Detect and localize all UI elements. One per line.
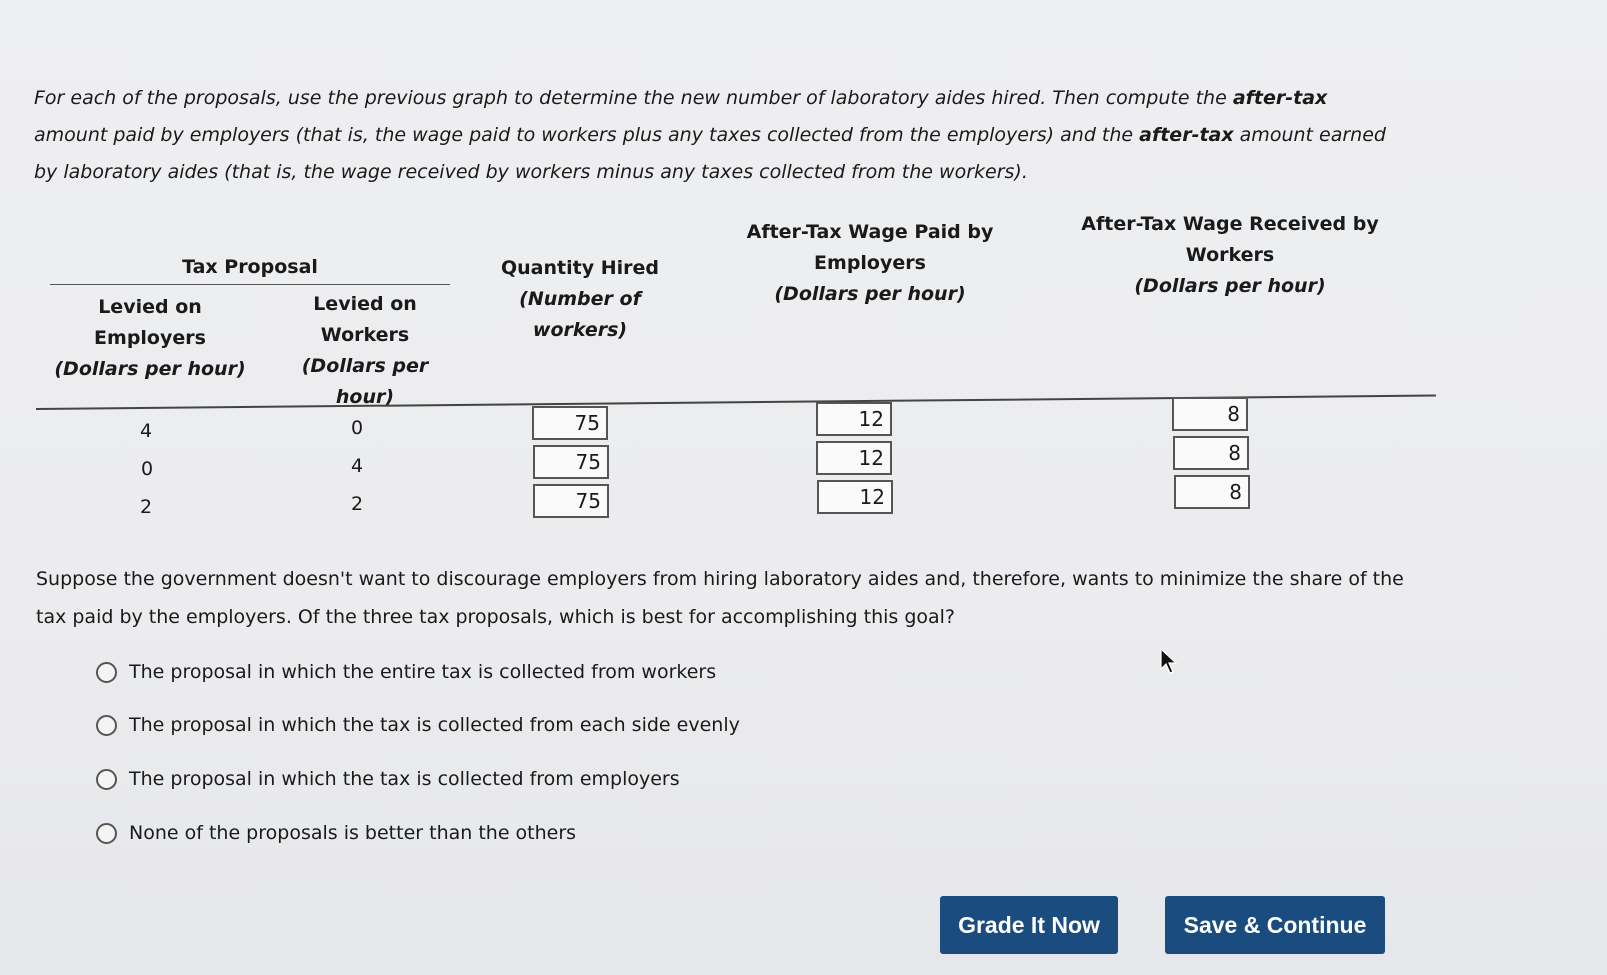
row3-quantity-input[interactable]: 75 — [533, 484, 609, 518]
grade-it-now-button[interactable]: Grade It Now — [940, 896, 1118, 954]
tax-proposal-header: Tax Proposal — [182, 256, 318, 278]
save-and-continue-button[interactable]: Save & Continue — [1165, 896, 1385, 954]
radio-button[interactable] — [96, 715, 117, 736]
row1-wage-paid-input[interactable]: 12 — [816, 402, 892, 436]
row3-employers-tax: 2 — [139, 496, 153, 518]
levied-on-employers-header: Levied on Employers (Dollars per hour) — [54, 296, 246, 380]
row3-wage-received-input[interactable]: 8 — [1174, 475, 1250, 509]
instructions-text-2: amount paid by employers (that is, the wage paid to workers plus any taxes collected from the employers) and the — [34, 124, 1140, 146]
row3-wage-paid-input[interactable]: 12 — [817, 480, 893, 514]
row1-workers-tax: 0 — [350, 417, 364, 439]
row1-employers-tax: 4 — [139, 420, 153, 442]
row1-wage-received-input[interactable]: 8 — [1172, 397, 1248, 431]
row2-wage-paid-input[interactable]: 12 — [816, 441, 892, 475]
option-label: The proposal in which the entire tax is collected from workers — [129, 661, 717, 683]
mouse-cursor-icon — [1160, 648, 1178, 676]
tax-proposal-divider — [50, 284, 450, 285]
radio-button[interactable] — [96, 769, 117, 790]
instructions-text-3: amount earned by laboratory aides (that is, the wage received by workers minus any taxes collected from the workers). — [34, 124, 1386, 183]
radio-button[interactable] — [96, 662, 117, 683]
after-tax-emphasis-1: after-tax — [1232, 87, 1328, 109]
option-workers[interactable] — [96, 661, 716, 683]
option-label: None of the proposals is better than the others — [129, 822, 577, 844]
row1-quantity-input[interactable]: 75 — [532, 406, 608, 440]
quantity-hired-header: Quantity Hired (Number of workers) — [501, 257, 659, 341]
instructions-paragraph — [34, 80, 1404, 191]
radio-button[interactable] — [96, 823, 117, 844]
row2-quantity-input[interactable]: 75 — [533, 445, 609, 479]
option-evenly[interactable] — [96, 714, 740, 736]
row2-workers-tax: 4 — [350, 455, 364, 477]
option-label: The proposal in which the tax is collected from employers — [129, 768, 680, 790]
question-text: Suppose the government doesn't want to discourage employers from hiring laboratory aides and, therefore, wants to minimize the share of the tax paid by the employers. Of the three tax proposals, which is best for accomplishing this goal? — [36, 568, 1404, 628]
levied-on-workers-header: Levied on Workers (Dollars per hour) — [301, 293, 429, 408]
option-none[interactable] — [96, 822, 576, 844]
option-label: The proposal in which the tax is collected from each side evenly — [129, 714, 740, 736]
row2-wage-received-input[interactable]: 8 — [1173, 436, 1249, 470]
wage-received-by-workers-header: After-Tax Wage Received by Workers (Dollars per hour) — [1081, 213, 1379, 297]
instructions-text-1: For each of the proposals, use the previous graph to determine the new number of laboratory aides hired. Then compute the — [34, 87, 1233, 109]
option-employers[interactable] — [96, 768, 680, 790]
after-tax-emphasis-2: after-tax — [1139, 124, 1234, 146]
row3-workers-tax: 2 — [350, 493, 364, 515]
row2-employers-tax: 0 — [140, 458, 154, 480]
wage-paid-by-employers-header: After-Tax Wage Paid by Employers (Dollars per hour) — [746, 221, 994, 305]
